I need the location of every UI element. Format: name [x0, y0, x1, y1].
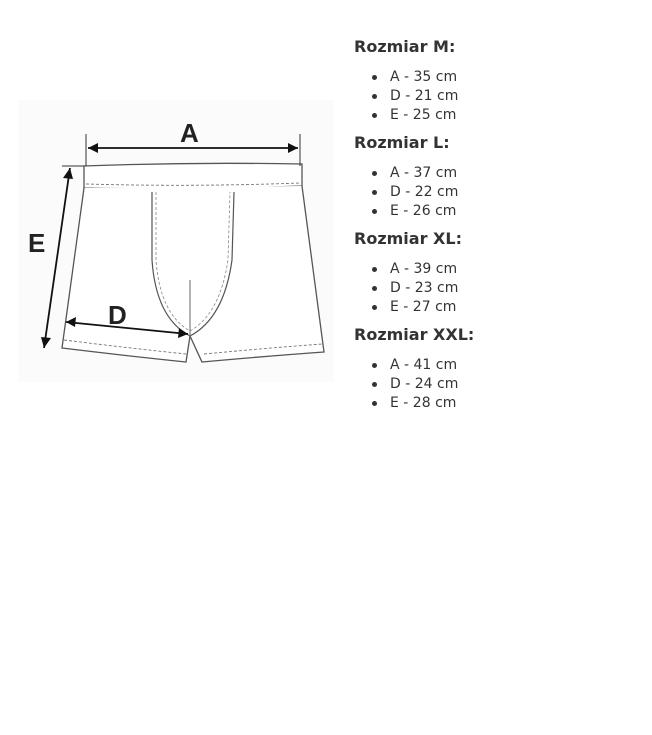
size-block-m: [354, 36, 644, 125]
bullet-icon: [372, 75, 377, 80]
bullet-icon: [372, 113, 377, 118]
size-block-l: [354, 132, 644, 221]
bullet-icon: [372, 209, 377, 214]
measurement-text: E - 26 cm: [390, 203, 457, 219]
list-item: [354, 68, 644, 87]
measurement-text: A - 35 cm: [390, 69, 458, 85]
label-e: E: [28, 228, 46, 258]
list-item: [354, 356, 644, 375]
boxer-size-diagram: [18, 100, 334, 382]
size-measurements-list: [354, 356, 644, 413]
measurement-text: D - 24 cm: [390, 376, 459, 392]
size-chart: [354, 36, 644, 420]
bullet-icon: [372, 382, 377, 387]
bullet-icon: [372, 171, 377, 176]
measurement-text: E - 28 cm: [390, 395, 457, 411]
size-measurements-list: [354, 164, 644, 221]
measurement-text: D - 23 cm: [390, 280, 459, 296]
measurement-text: E - 25 cm: [390, 107, 457, 123]
size-measurements-list: [354, 260, 644, 317]
size-measurements-list: [354, 68, 644, 125]
measurement-text: A - 37 cm: [390, 165, 458, 181]
measurement-text: A - 41 cm: [390, 357, 458, 373]
label-a: A: [180, 118, 199, 148]
list-item: [354, 260, 644, 279]
size-title: Rozmiar M:: [354, 37, 456, 56]
measurement-text: E - 27 cm: [390, 299, 457, 315]
list-item: [354, 87, 644, 106]
bullet-icon: [372, 305, 377, 310]
measurement-text: A - 39 cm: [390, 261, 458, 277]
bullet-icon: [372, 401, 377, 406]
measurement-text: D - 21 cm: [390, 88, 459, 104]
size-block-xxl: [354, 324, 644, 413]
list-item: [354, 106, 644, 125]
list-item: [354, 375, 644, 394]
boxer-body: [62, 186, 324, 362]
list-item: [354, 279, 644, 298]
list-item: [354, 183, 644, 202]
bullet-icon: [372, 286, 377, 291]
list-item: [354, 298, 644, 317]
boxer-outline-illustration: [18, 100, 334, 382]
measurement-text: D - 22 cm: [390, 184, 459, 200]
bullet-icon: [372, 94, 377, 99]
bullet-icon: [372, 267, 377, 272]
size-title: Rozmiar XXL:: [354, 325, 475, 344]
bullet-icon: [372, 190, 377, 195]
size-title: Rozmiar XL:: [354, 229, 462, 248]
size-block-xl: [354, 228, 644, 317]
list-item: [354, 394, 644, 413]
size-title: Rozmiar L:: [354, 133, 450, 152]
label-d: D: [108, 300, 127, 330]
bullet-icon: [372, 363, 377, 368]
list-item: [354, 164, 644, 183]
list-item: [354, 202, 644, 221]
